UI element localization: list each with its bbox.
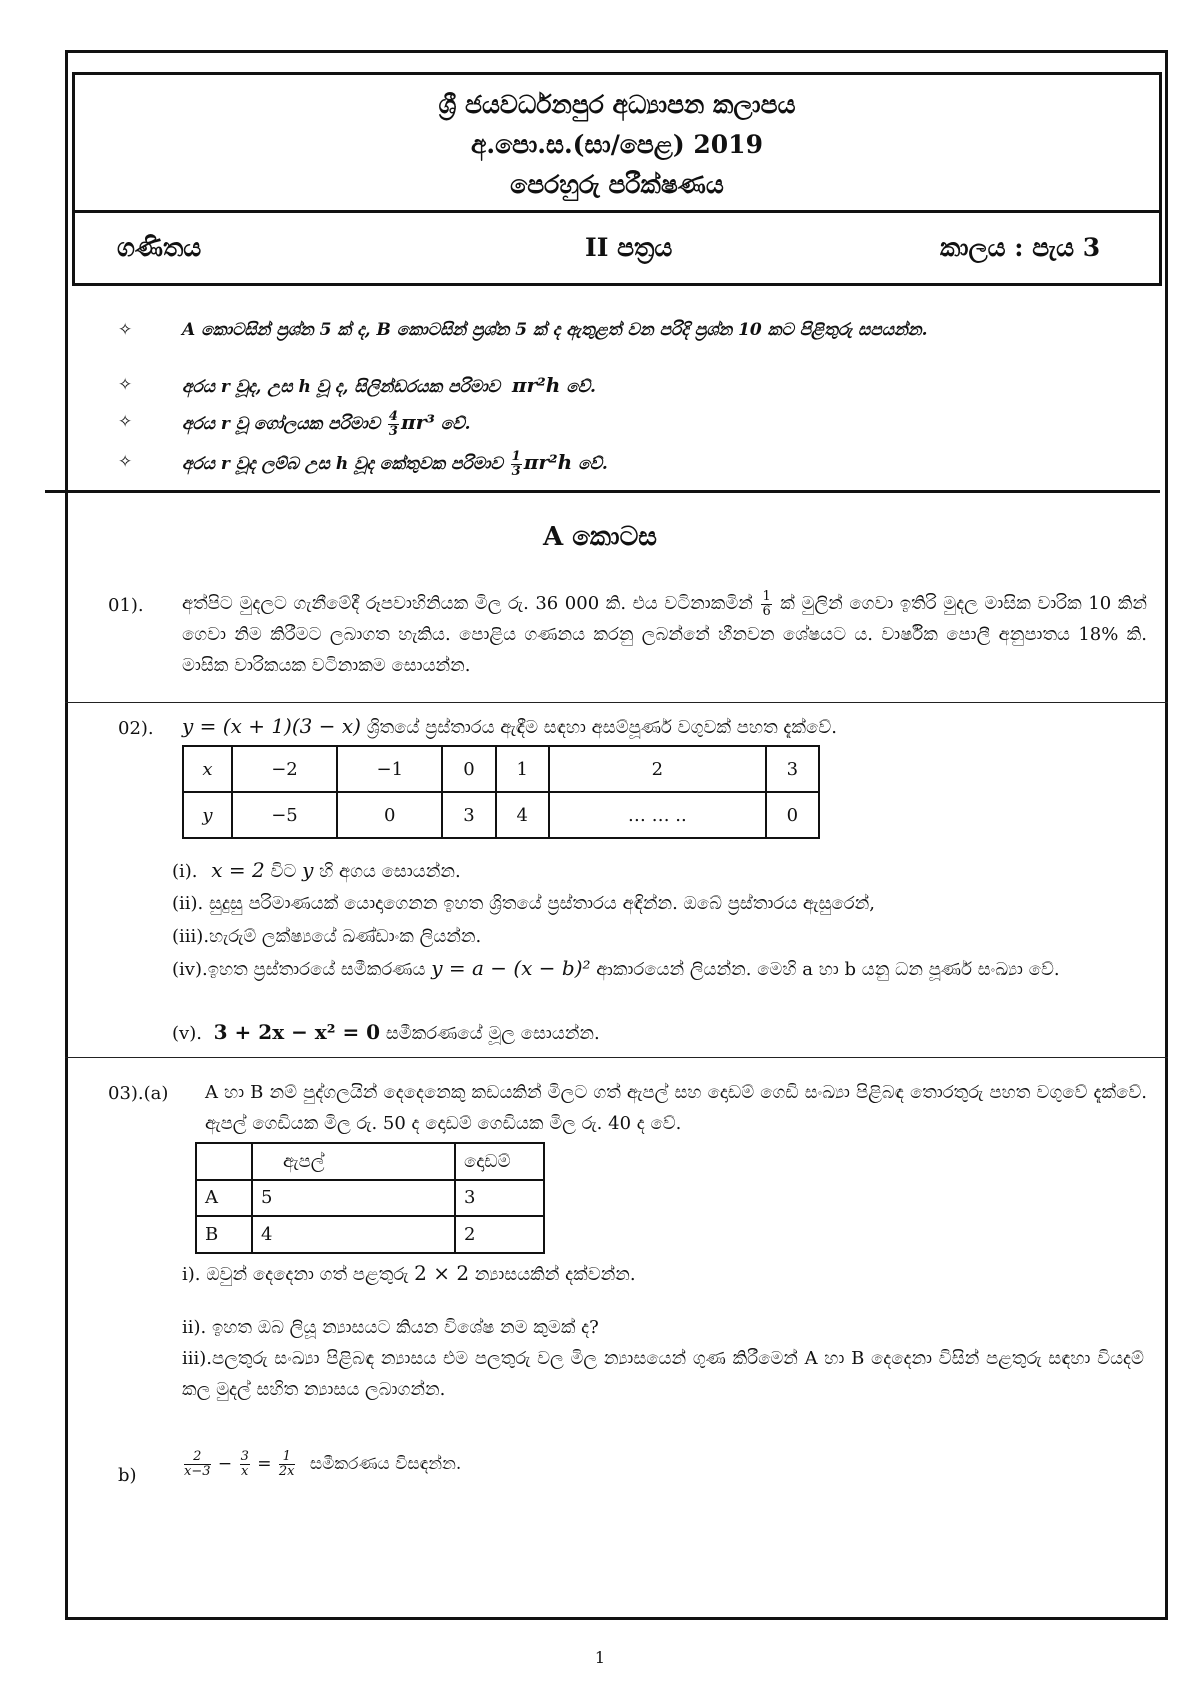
math-expr: x = 2 (211, 858, 265, 882)
instruction-2 (118, 373, 1078, 403)
q3-part-iii: iii).පලතුරු සංඛ්‍යා පිළිබඳ න්‍යාසය එම පලතුරු වල මිල න්‍යාසයෙන් ගුණ කිරීමෙන් A හා B දෙදෙනා විසින් පළතුරු සඳහා වියදම් කල මුදල් සහිත න්‍යාසය ලබාගන්න. (182, 1348, 1144, 1400)
instruction-1 (118, 318, 1078, 368)
numerator: 3 (240, 1449, 249, 1464)
page-number: 1 (594, 1648, 606, 1667)
part-text: හි අගය සොයන්න. (319, 861, 461, 882)
section-a-title: A කොටස (543, 522, 657, 552)
table-cell: A (196, 1180, 252, 1217)
instruction-text: A කොටසින් ප්‍රශ්න 5 ක් ද, B කොටසින් ප්‍රශ්න 5 ක් ද ඇතුළත් වන පරිදි ප්‍රශ්න 10 කට පිළිතුරු සපයන්න. (182, 320, 928, 340)
q2-intro-text: ශ්‍රිතයේ ප්‍රස්තාරය ඇඳීම සඳහා අසම්පූර්ණ වගුවක් පහත දැක්වේ. (366, 717, 837, 738)
table-cell: 2 (455, 1216, 544, 1253)
fraction (240, 1450, 250, 1479)
formula-sphere: πr³ (400, 410, 435, 434)
table-cell: 5 (252, 1180, 455, 1217)
denominator: 6 (762, 603, 771, 619)
denominator: 2x (278, 1464, 295, 1479)
subject-label: ගණිතය (117, 233, 202, 262)
part-text: සමීකරණයේ මූල සොයන්න. (385, 1023, 600, 1044)
q3-fruit-table (195, 1142, 545, 1254)
denominator: 3 (511, 464, 521, 479)
bullet-icon: ✧ (118, 320, 133, 340)
denominator: x (241, 1464, 249, 1479)
table-cell: −1 (337, 746, 442, 792)
divider (65, 1057, 1168, 1058)
part-text: සමීකරණය විසඳන්න. (309, 1454, 462, 1474)
part-label: (i). (172, 861, 198, 882)
q3-part-i (182, 1258, 636, 1290)
math-var: y (302, 858, 314, 882)
table-header-cell: x (183, 746, 232, 792)
q2-part-i (172, 855, 461, 887)
fraction (388, 410, 399, 439)
q2-function: y = (x + 1)(3 − x) (182, 714, 361, 738)
q2-part-ii: (ii). සුදුසු පරිමාණයක් යොදාගෙනන ඉහත ශ්‍රිතයේ ප්‍රස්තාරය අඳින්න. ඔබේ ප්‍රස්තාරය ඇසුරෙන්, (172, 893, 875, 914)
instruction-3 (118, 410, 1078, 446)
q2-part-v (172, 1017, 600, 1049)
table-cell: −2 (232, 746, 337, 792)
q1-text-b: ක් මුලින් ගෙවා ඉතිරි මුදල මාසික වාරික 10 කින් ගෙවා නිම කිරීමට ලබාගත හැකිය. පොළිය ගණනය කරනු ලබන්නේ හීනවන ශේෂයට ය. වාර්ෂික පොලී අනුපාතය 18% කි. මාසික වාරිකයක වටිනාකම සොයන්න. (182, 593, 1147, 676)
q3-number: 03).(a) (108, 1083, 169, 1104)
test-name: පෙරහුරු පරීක්ෂණය (510, 170, 724, 199)
table-header-cell (196, 1143, 252, 1180)
zone-name: ශ්‍රී ජයවර්ධනපුර අධ්‍යාපන කලාපය (438, 90, 796, 119)
divider (65, 702, 1168, 703)
math-expr: 2 × 2 (414, 1261, 470, 1285)
numerator: 1 (511, 449, 521, 464)
instruction-text: අරය r වූද ලම්බ උස h වූද කේතුවක පරිමාව (182, 454, 503, 474)
table-cell: 0 (442, 746, 495, 792)
instruction-end: වේ. (440, 414, 471, 434)
exam-name: අ.පො.ස.(සා/පෙළ) 2019 (471, 130, 763, 159)
instruction-end: වේ. (578, 454, 608, 474)
table-cell: 0 (337, 792, 442, 838)
q1-number: 01). (108, 595, 144, 616)
table-cell: … … .. (549, 792, 766, 838)
part-label: (v). (172, 1023, 202, 1044)
fraction (184, 1450, 211, 1479)
numerator: 4 (388, 409, 398, 424)
q2-value-table (182, 745, 820, 839)
bullet-icon: ✧ (118, 452, 133, 472)
part-text: i). ඔවුන් දෙදෙනා ගත් පළතුරු (182, 1264, 409, 1285)
part-text: න්‍යාසයකින් දක්වන්න. (474, 1264, 636, 1285)
q1-text (182, 588, 1147, 681)
part-text: (iv).ඉහත ප්‍රස්තාරයේ සමීකරණය (172, 959, 426, 980)
table-cell: −5 (232, 792, 337, 838)
fraction (761, 590, 771, 619)
fraction (279, 1450, 295, 1479)
q3-part-b (182, 1450, 461, 1479)
exam-header (72, 72, 1162, 286)
q3-text: A හා B නම් පුද්ගලයින් දෙදෙනෙකු කඩයකින් මිලට ගත් ඇපල් සහ දොඩම් ගෙඩි සංඛ්‍යා පිළිබඳ තොරතුරු පහත වගුවේ දැක්වේ. ඇපල් ගෙඩියක මිල රු. 50 ද දොඩම් ගෙඩියක මිල රු. 40 ද වේ. (205, 1082, 1147, 1134)
table-cell: 4 (252, 1216, 455, 1253)
table-header-cell: ඇපල් (252, 1143, 455, 1180)
table-header-cell: දොඩම් (455, 1143, 544, 1180)
table-row (196, 1216, 544, 1253)
table-cell: 1 (496, 746, 549, 792)
time-label: කාලය : පැය 3 (940, 233, 1101, 262)
table-cell: 2 (549, 746, 766, 792)
instruction-4 (118, 450, 1078, 486)
formula-cylinder: πr²h (511, 373, 561, 397)
table-row (196, 1180, 544, 1217)
denominator: x−3 (184, 1464, 211, 1479)
math-expr: 3 + 2x − x² = 0 (213, 1020, 381, 1044)
numerator: 2 (184, 1450, 211, 1465)
formula-cone: πr²h (523, 450, 573, 474)
table-cell: 3 (455, 1180, 544, 1217)
part-text: විට (270, 861, 297, 882)
q2-part-iv (172, 953, 1132, 985)
operator: = (257, 1454, 272, 1474)
q2-intro (182, 711, 1142, 743)
header-info-row (75, 213, 1159, 283)
table-cell: 3 (442, 792, 495, 838)
denominator: 3 (388, 424, 398, 439)
q3-part-b-label: b) (118, 1465, 137, 1486)
instructions-divider (45, 490, 1160, 493)
instruction-end: වේ. (566, 377, 596, 397)
part-text: ආකාරයෙන් ලියන්න. මෙහි a හා b යනු ධන පූර්ණ සංඛ්‍යා වේ. (596, 959, 1060, 980)
header-title-block (75, 75, 1159, 213)
table-header-cell: y (183, 792, 232, 838)
q2-number: 02). (118, 718, 154, 739)
table-row (196, 1143, 544, 1180)
fraction (511, 450, 522, 479)
instruction-text: අරය r වූ ගෝලයක පරිමාව (182, 414, 380, 434)
table-row (183, 746, 819, 792)
bullet-icon: ✧ (118, 375, 133, 395)
table-cell: B (196, 1216, 252, 1253)
table-cell: 4 (496, 792, 549, 838)
q1-text-a: අත්පිට මුදලට ගැනීමේදී රූපවාහිනියක මිල රු. 36 000 කි. එය වටිනාකමින් (182, 593, 753, 614)
table-cell: 0 (766, 792, 819, 838)
numerator: 1 (279, 1450, 295, 1465)
paper-label: II පත්‍රය (585, 233, 673, 262)
operator: − (217, 1454, 233, 1474)
q2-part-iii: (iii).හැරුම් ලක්ෂ්‍යයේ ඛණ්ඩාංක ලියන්න. (172, 926, 482, 947)
q3-part-ii: ii). ඉහත ඔබ ලියූ න්‍යාසයට කියන විශේෂ නම කුමක් ද? (182, 1317, 599, 1338)
bullet-icon: ✧ (118, 412, 133, 432)
table-cell: 3 (766, 746, 819, 792)
instruction-text: අරය r වූද, උස h වූ ද, සිලින්ඩරයක පරිමාව (182, 377, 500, 397)
numerator: 1 (762, 588, 771, 604)
math-expr: y = a − (x − b)² (431, 956, 591, 980)
table-row (183, 792, 819, 838)
